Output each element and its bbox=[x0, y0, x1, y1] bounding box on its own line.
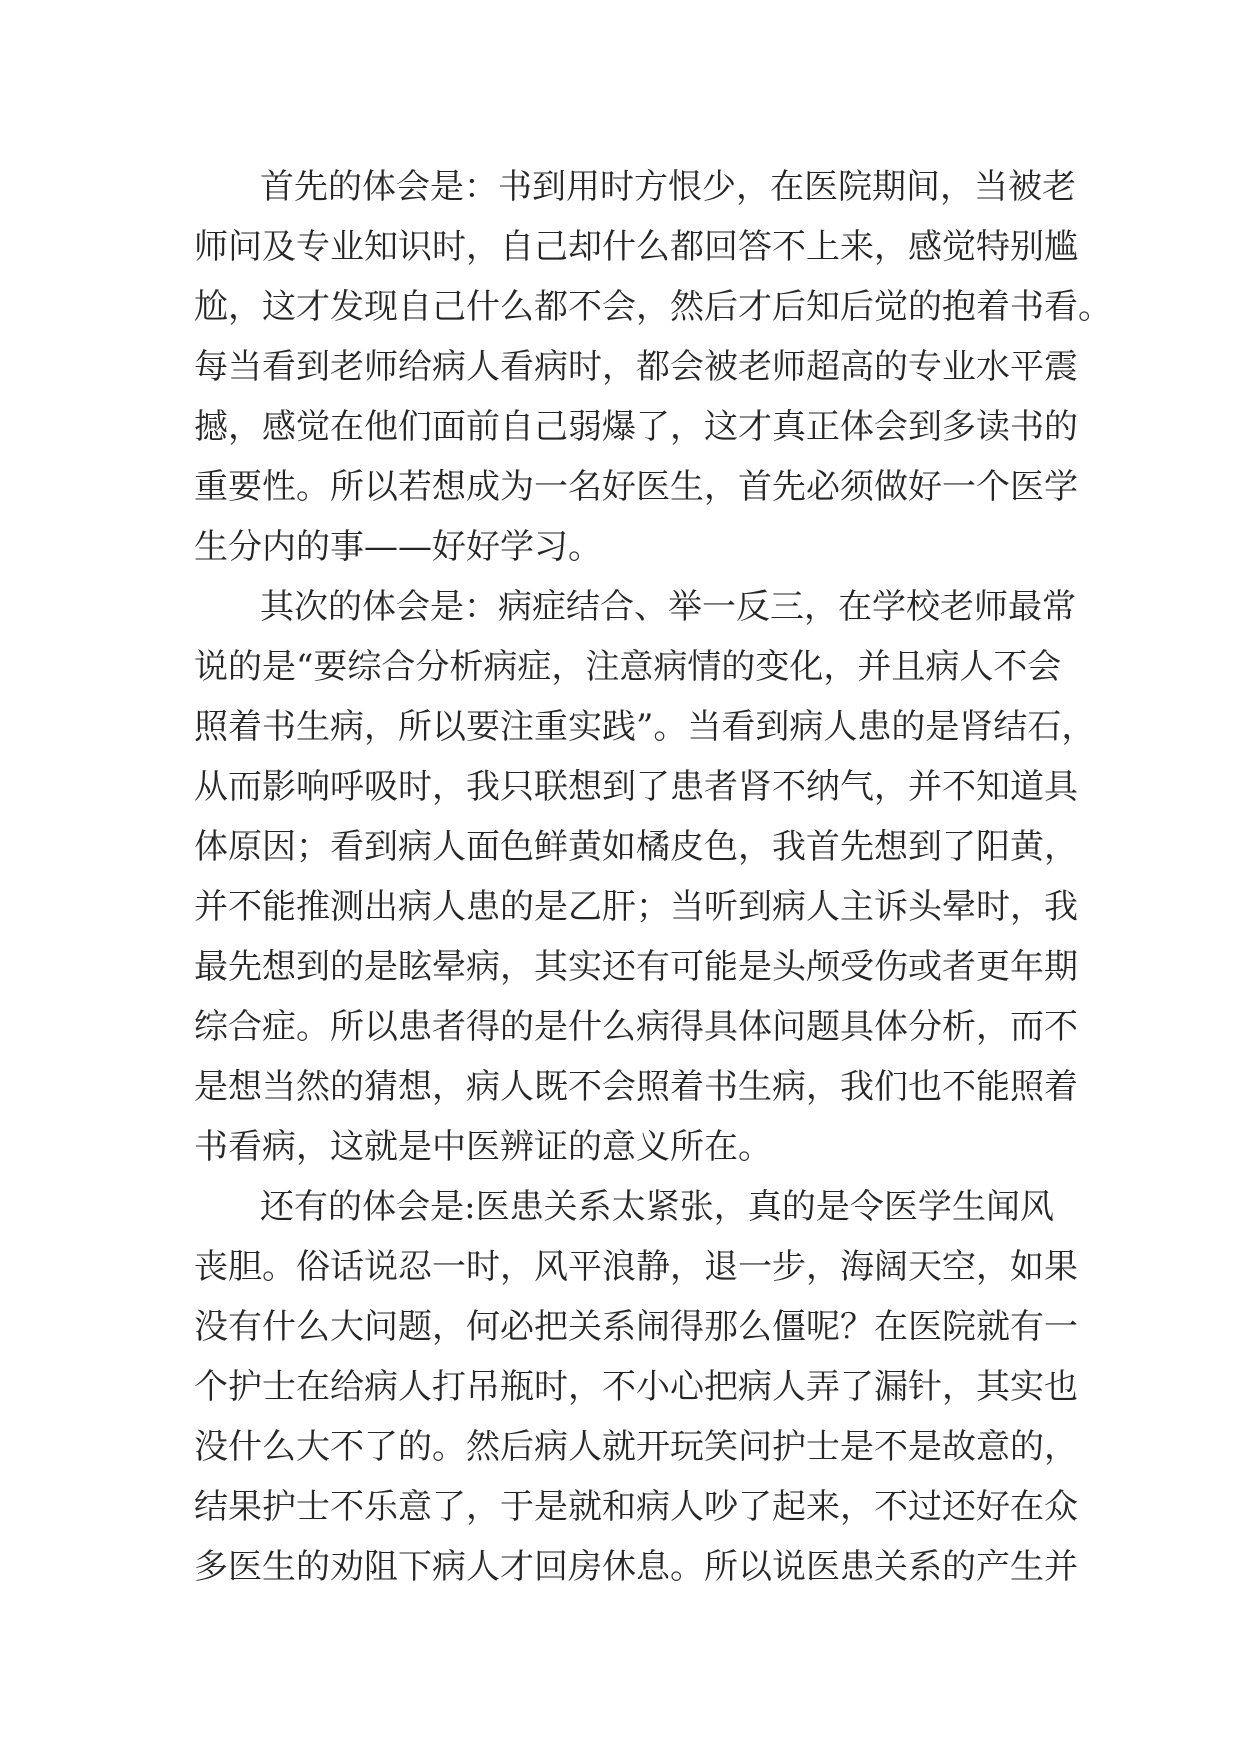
text-line: 书看病，这就是中医辨证的意义所在。 bbox=[194, 1127, 772, 1167]
text-line: 综合症。所以患者得的是什么病得具体问题具体分析，而不 bbox=[194, 1007, 1078, 1047]
text-line: 是想当然的猜想，病人既不会照着书生病，我们也不能照着 bbox=[194, 1067, 1078, 1107]
text-line: 体原因；看到病人面色鲜黄如橘皮色，我首先想到了阳黄， bbox=[194, 827, 1078, 867]
text-line: 丧胆。俗话说忍一时，风平浪静，退一步，海阔天空，如果 bbox=[194, 1247, 1078, 1287]
text-line: 其次的体会是：病症结合、举一反三，在学校老师最常 bbox=[260, 587, 1076, 627]
text-line: 结果护士不乐意了，于是就和病人吵了起来，不过还好在众 bbox=[194, 1487, 1078, 1527]
text-line: 没有什么大问题，何必把关系闹得那么僵呢？在医院就有一 bbox=[194, 1307, 1078, 1347]
document-body bbox=[194, 157, 1112, 1597]
text-line: 最先想到的是眩晕病，其实还有可能是头颅受伤或者更年期 bbox=[194, 947, 1078, 987]
text-line: 撼，感觉在他们面前自己弱爆了，这才真正体会到多读书的 bbox=[194, 407, 1078, 447]
text-line: 照着书生病，所以要注重实践”。当看到病人患的是肾结石， bbox=[194, 707, 1096, 747]
paragraph-diagnosis bbox=[194, 577, 1096, 1177]
text-line: 师问及专业知识时，自己却什么都回答不上来，感觉特别尴 bbox=[194, 227, 1078, 267]
text-line: 没什么大不了的。然后病人就开玩笑问护士是不是故意的， bbox=[194, 1427, 1078, 1467]
text-line: 重要性。所以若想成为一名好医生，首先必须做好一个医学 bbox=[194, 467, 1078, 507]
text-line: 并不能推测出病人患的是乙肝；当听到病人主诉头晕时，我 bbox=[194, 887, 1078, 927]
text-line: 首先的体会是：书到用时方恨少，在医院期间，当被老 bbox=[260, 167, 1076, 207]
paragraph-doctor-patient-relations bbox=[194, 1177, 1078, 1597]
text-line: 每当看到老师给病人看病时，都会被老师超高的专业水平震 bbox=[194, 347, 1078, 387]
paragraph-study bbox=[194, 157, 1112, 577]
text-line: 个护士在给病人打吊瓶时，不小心把病人弄了漏针，其实也 bbox=[194, 1367, 1078, 1407]
text-line: 还有的体会是:医患关系太紧张，真的是令医学生闻风 bbox=[260, 1187, 1054, 1227]
text-line: 说的是“要综合分析病症，注意病情的变化，并且病人不会 bbox=[194, 647, 1062, 687]
text-line: 生分内的事——好好学习。 bbox=[194, 527, 602, 567]
text-line: 尬，这才发现自己什么都不会，然后才后知后觉的抱着书看。 bbox=[194, 287, 1112, 327]
text-line: 从而影响呼吸时，我只联想到了患者肾不纳气，并不知道具 bbox=[194, 767, 1078, 807]
text-line: 多医生的劝阻下病人才回房休息。所以说医患关系的产生并 bbox=[194, 1547, 1078, 1587]
